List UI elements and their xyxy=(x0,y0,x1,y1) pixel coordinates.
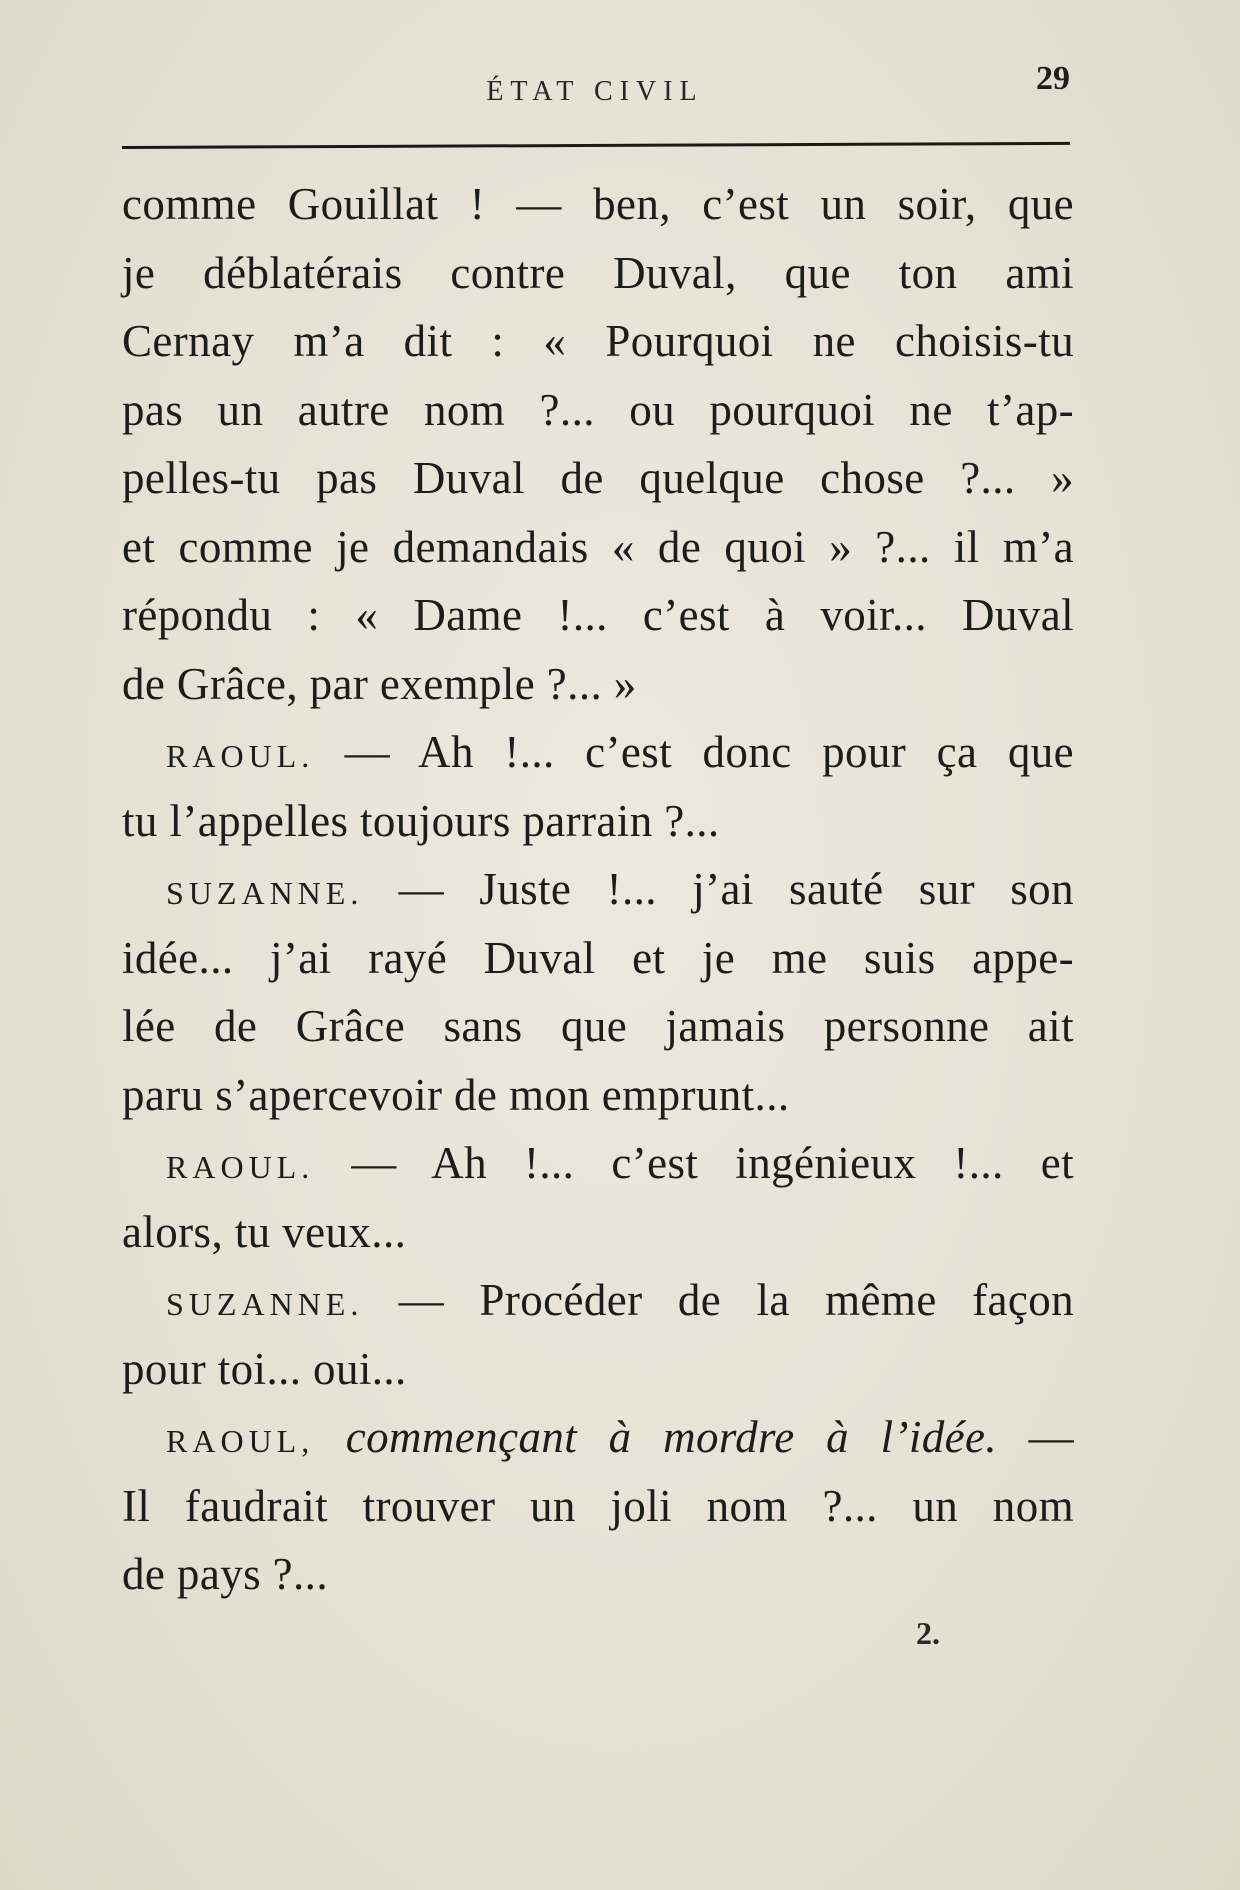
line-text: pour toi... oui... xyxy=(122,1343,407,1394)
text-line xyxy=(122,239,1074,308)
dialogue-line xyxy=(122,1403,1074,1472)
line-text: de Grâce, par exemple ?... » xyxy=(122,658,637,709)
line-text: — Ah !... c’est ingénieux !... et xyxy=(314,1138,1074,1188)
line-text: — Ah !... c’est donc pour ça que xyxy=(314,727,1074,777)
text-line xyxy=(122,376,1074,445)
line-text: Il faudrait trouver un joli nom ?... un nom xyxy=(122,1480,1074,1531)
text-line xyxy=(122,924,1074,993)
signature-mark: 2. xyxy=(916,1615,940,1651)
line-text: — Procéder de la même façon xyxy=(363,1275,1074,1325)
text-line xyxy=(122,1061,1074,1130)
dialogue-line xyxy=(122,1129,1074,1198)
text-line xyxy=(122,1335,1074,1404)
text-line xyxy=(122,1472,1074,1541)
text-line xyxy=(122,307,1074,376)
line-text: répondu : « Dame !... c’est à voir... Duval xyxy=(122,590,1074,640)
line-text: et comme je demandais « de quoi » ?... il m’a xyxy=(122,521,1074,572)
line-text: paru s’apercevoir de mon emprunt... xyxy=(122,1069,790,1120)
running-head xyxy=(120,60,1070,122)
body-text xyxy=(122,170,1074,1609)
text-line xyxy=(122,787,1074,856)
line-text: de pays ?... xyxy=(122,1549,328,1599)
line-text: comme Gouillat ! — ben, c’est un soir, que xyxy=(122,179,1074,229)
text-line xyxy=(122,513,1074,582)
line-text: Cernay m’a dit : « Pourquoi ne choisis-tu xyxy=(122,316,1074,366)
text-line xyxy=(122,1198,1074,1267)
line-text: — xyxy=(997,1412,1074,1462)
running-title: ÉTAT CIVIL xyxy=(486,76,704,107)
text-line xyxy=(122,992,1074,1061)
line-text: pas un autre nom ?... ou pourquoi ne t’ap- xyxy=(122,384,1074,435)
text-line xyxy=(122,1540,1074,1609)
line-text: idée... j’ai rayé Duval et je me suis appe- xyxy=(122,932,1074,983)
stage-direction: commençant à mordre à l’idée. xyxy=(314,1412,998,1462)
line-text: lée de Grâce sans que jamais personne ait xyxy=(122,1001,1074,1051)
speaker-name: RAOUL. xyxy=(166,738,315,774)
line-text: pelles-tu pas Duval de quelque chose ?... » xyxy=(122,453,1074,503)
line-text: alors, tu veux... xyxy=(122,1206,407,1257)
speaker-name: SUZANNE. xyxy=(166,1286,364,1322)
text-line xyxy=(122,581,1074,650)
text-line xyxy=(122,650,1074,719)
dialogue-line xyxy=(122,855,1074,924)
header-rule xyxy=(122,142,1070,149)
line-text: — Juste !... j’ai sauté sur son xyxy=(363,864,1074,914)
speaker-name: RAOUL. xyxy=(166,1149,315,1185)
speaker-name: RAOUL, xyxy=(166,1423,315,1459)
text-line xyxy=(122,170,1074,239)
page-number: 29 xyxy=(1036,60,1070,97)
speaker-name: SUZANNE. xyxy=(166,875,364,911)
text-line xyxy=(122,444,1074,513)
line-text: je déblatérais contre Duval, que ton ami xyxy=(122,247,1074,298)
dialogue-line xyxy=(122,1266,1074,1335)
dialogue-line xyxy=(122,718,1074,787)
line-text: tu l’appelles toujours parrain ?... xyxy=(122,795,720,846)
